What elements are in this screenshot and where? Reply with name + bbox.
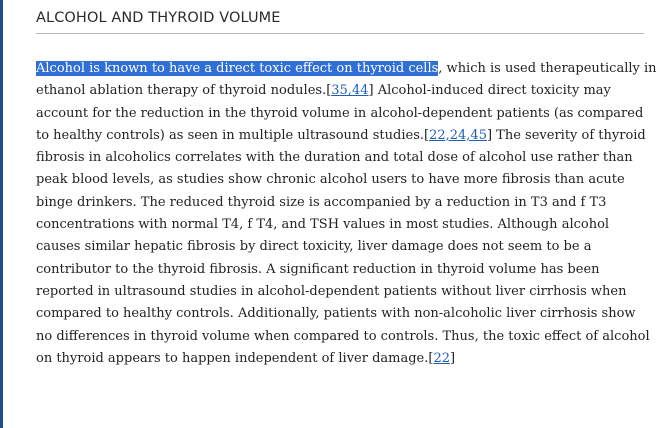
text-line: reported in ultrasound studies in alcohol-dependent patients without liver cirrhosis when — [36, 283, 627, 299]
text-segment: ] — [450, 350, 456, 366]
text-line: fibrosis in alcoholics correlates with the duration and total dose of alcohol use rather than — [36, 150, 633, 166]
text-segment: on thyroid appears to happen independent of liver damage.[ — [36, 350, 434, 366]
text-line: peak blood levels, as studies show chronic alcohol users to have more fibrosis than acute — [36, 172, 625, 188]
text-segment: ] Alcohol-induced direct toxicity may — [368, 83, 611, 99]
citation-link-22[interactable]: 22 — [433, 350, 450, 366]
text-line: compared to healthy controls. Additionally, patients with non-alcoholic liver cirrhosis show — [36, 306, 636, 322]
text-line — [36, 58, 657, 80]
text-line: account for the reduction in the thyroid volume in alcohol-dependent patients (as compared — [36, 105, 644, 121]
citation-link-35-44[interactable]: 35,44 — [331, 83, 369, 99]
text-line — [36, 348, 648, 370]
heading-divider — [36, 33, 644, 34]
body-paragraph — [36, 58, 657, 370]
text-line — [36, 80, 648, 102]
text-segment: ] The severity of thyroid — [486, 127, 646, 143]
selected-text[interactable]: Alcohol is known to have a direct toxic effect on thyroid cells — [36, 61, 439, 76]
text-line: binge drinkers. The reduced thyroid size is accompanied by a reduction in T3 and f T3 — [36, 194, 607, 210]
section-heading: ALCOHOL AND THYROID VOLUME — [36, 10, 281, 26]
text-line: concentrations with normal T4, f T4, and TSH values in most studies. Although alcohol — [36, 217, 610, 233]
text-line: contributor to the thyroid fibrosis. A significant reduction in thyroid volume has been — [36, 261, 600, 277]
section-accent-rule — [0, 0, 3, 428]
text-line: causes similar hepatic fibrosis by direct toxicity, liver damage does not seem to be a — [36, 239, 592, 255]
text-segment: to healthy controls) as seen in multiple ultrasound studies.[ — [36, 127, 430, 143]
text-line: no differences in thyroid volume when compared to controls. Thus, the toxic effect of alcohol — [36, 328, 650, 344]
text-segment: ethanol ablation therapy of thyroid nodules.[ — [36, 83, 332, 99]
citation-link-22-24-45[interactable]: 22,24,45 — [429, 127, 487, 143]
text-line — [36, 125, 648, 147]
text-segment: , which is used therapeutically in — [438, 61, 657, 76]
